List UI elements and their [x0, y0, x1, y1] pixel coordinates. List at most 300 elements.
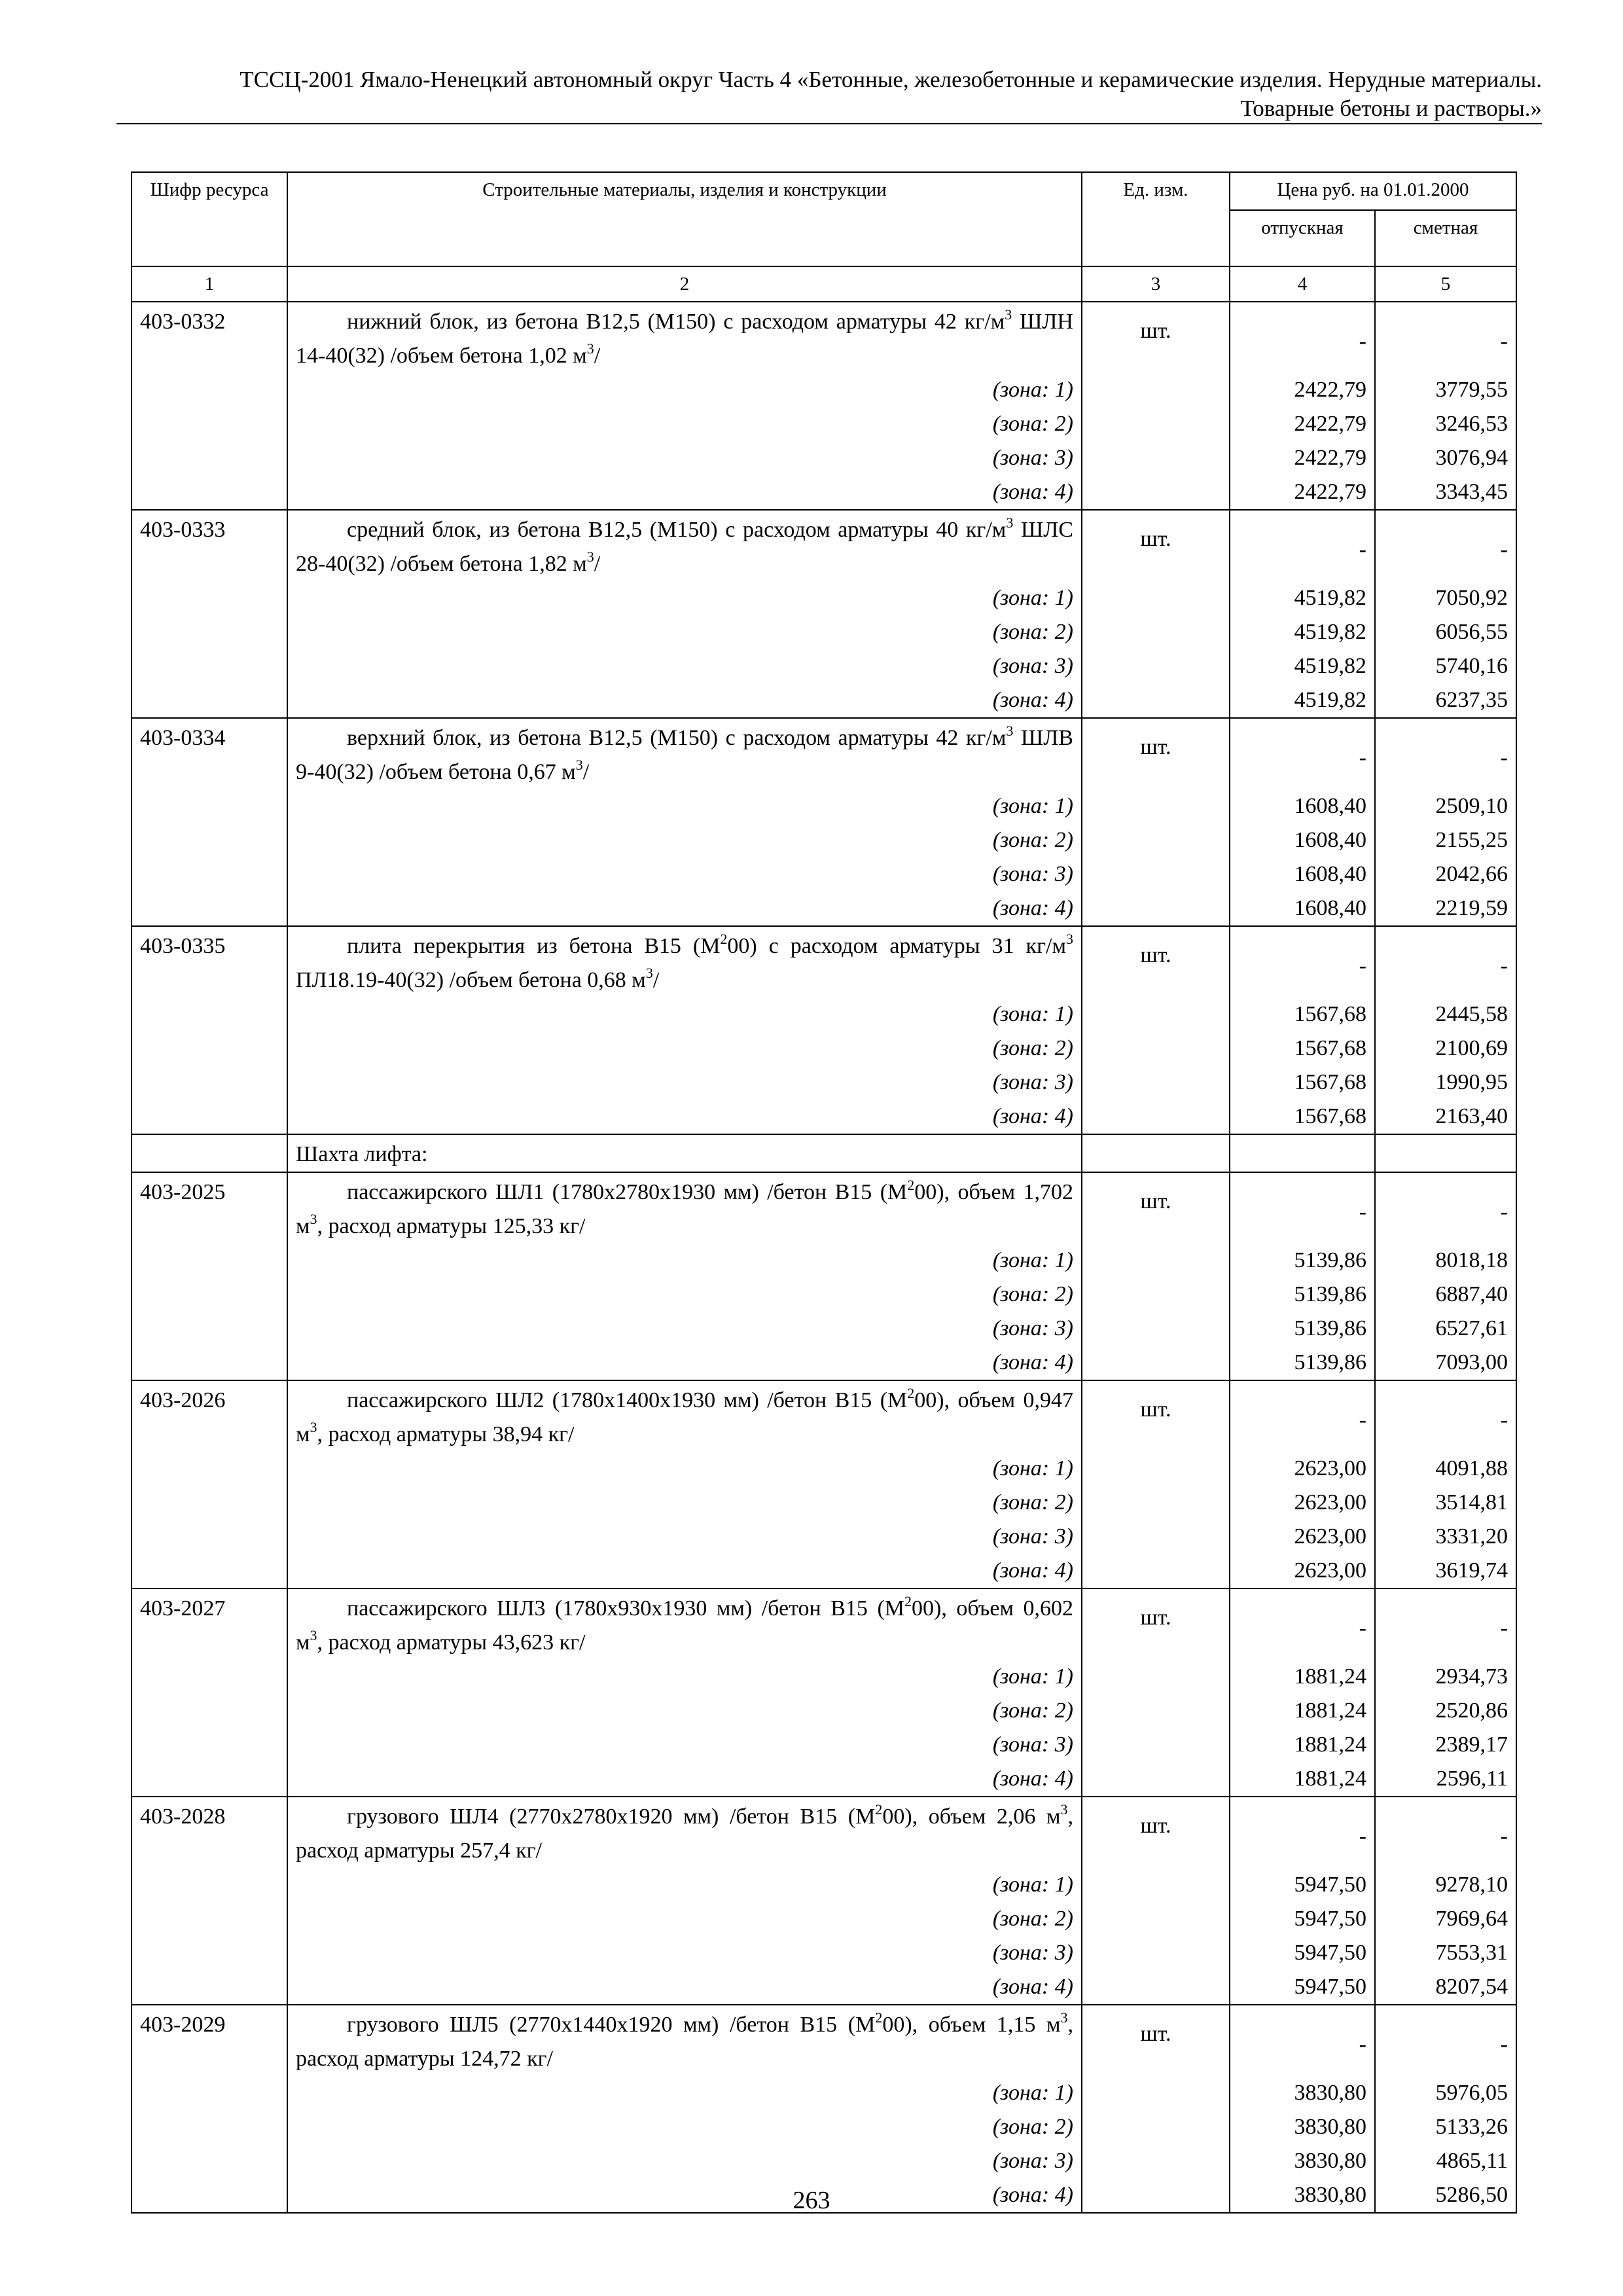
zone-estimate-price: 4091,88 [1375, 1452, 1516, 1486]
code-cell [132, 1936, 287, 1970]
zone-row [132, 891, 1516, 926]
estimate-price: - [1500, 537, 1508, 562]
zone-label: (зона: 4) [287, 1554, 1082, 1588]
code-cell [132, 1660, 287, 1694]
release-price: - [1359, 954, 1366, 978]
zone-release-price: 5139,86 [1230, 1278, 1375, 1312]
description-text: ПЛ18.19-40(32) /объем бетона 0,68 м [296, 968, 646, 992]
unit-cell [1082, 475, 1230, 510]
unit-cell [1082, 2076, 1230, 2110]
resource-code: 403-2027 [132, 1588, 287, 1660]
header-price-group: Цена руб. на 01.01.2000 [1230, 172, 1516, 210]
zone-estimate-price: 2934,73 [1375, 1660, 1516, 1694]
description-text: ШЛН 14-40(32) /объем бетона 1,02 м [296, 310, 1073, 368]
zone-release-price: 3830,80 [1230, 2110, 1375, 2144]
running-header-line-1: ТССЦ-2001 Ямало-Ненецкий автономный округ Часть 4 «Бетонные, железобетонные и керамические изделия. Нерудные материалы. [240, 67, 1542, 92]
zone-row [132, 1100, 1516, 1134]
zone-release-price: 1881,24 [1230, 1762, 1375, 1797]
unit-cell [1082, 891, 1230, 926]
estimate-price: - [1500, 1408, 1508, 1432]
superscript: 2 [875, 2009, 883, 2026]
header-estimate-price: сметная [1375, 210, 1516, 266]
zone-release-price: 1881,24 [1230, 1728, 1375, 1762]
zone-row [132, 823, 1516, 857]
unit-value: шт. [1140, 943, 1171, 967]
zone-label: (зона: 1) [287, 581, 1082, 615]
code-cell [132, 1554, 287, 1588]
zone-label: (зона: 2) [287, 1486, 1082, 1520]
zone-release-price: 1608,40 [1230, 857, 1375, 891]
item-description [287, 302, 1082, 373]
resource-code: 403-2029 [132, 2005, 287, 2076]
zone-release-price: 2623,00 [1230, 1554, 1375, 1588]
zone-label: (зона: 3) [287, 1936, 1082, 1970]
zone-row [132, 1278, 1516, 1312]
description-text: пассажирского ШЛ1 (1780х2780х1930 мм) /бетон В15 (М [347, 1180, 908, 1204]
zone-estimate-price: 6237,35 [1375, 683, 1516, 718]
zone-row [132, 1694, 1516, 1728]
table-row [132, 1797, 1516, 1868]
unit-cell [1082, 1380, 1230, 1452]
superscript: 3 [1006, 723, 1014, 739]
release-price: - [1359, 1408, 1366, 1432]
description-text: грузового ШЛ5 (2770х1440х1920 мм) /бетон В15 (М [347, 2013, 876, 2037]
price-table [131, 171, 1517, 2214]
resource-code: 403-2028 [132, 1797, 287, 1868]
unit-cell [1082, 510, 1230, 581]
zone-label: (зона: 4) [287, 2178, 1082, 2213]
estimate-cell [1375, 718, 1516, 789]
column-number: 4 [1230, 266, 1375, 302]
zone-row [132, 1728, 1516, 1762]
unit-cell [1082, 1452, 1230, 1486]
estimate-price: - [1500, 2032, 1508, 2056]
release-price: - [1359, 2032, 1366, 2056]
description-text: / [594, 552, 601, 576]
description-text: , расход арматуры 257,4 кг/ [296, 1804, 1073, 1863]
release-cell [1230, 302, 1375, 373]
zone-release-price: 5139,86 [1230, 1312, 1375, 1346]
header-release-price: отпускная [1230, 210, 1375, 266]
item-description [287, 1588, 1082, 1660]
zone-row [132, 997, 1516, 1031]
zone-release-price: 1881,24 [1230, 1694, 1375, 1728]
zone-release-price: 5139,86 [1230, 1346, 1375, 1380]
unit-value: шт. [1140, 527, 1171, 551]
zone-row [132, 1452, 1516, 1486]
zone-release-price: 1881,24 [1230, 1660, 1375, 1694]
zone-estimate-price: 2155,25 [1375, 823, 1516, 857]
zone-estimate-price: 3619,74 [1375, 1554, 1516, 1588]
unit-value: шт. [1140, 735, 1171, 759]
zone-label: (зона: 1) [287, 1244, 1082, 1278]
zone-row [132, 1244, 1516, 1278]
unit-cell [1082, 1031, 1230, 1066]
zone-label: (зона: 2) [287, 1278, 1082, 1312]
zone-estimate-price: 3514,81 [1375, 1486, 1516, 1520]
estimate-cell [1375, 1134, 1516, 1172]
zone-estimate-price: 6527,61 [1375, 1312, 1516, 1346]
zone-label: (зона: 1) [287, 1452, 1082, 1486]
section-title: Шахта лифта: [287, 1134, 1082, 1172]
description-text: плита перекрытия из бетона В15 (М [347, 934, 721, 958]
zone-row [132, 857, 1516, 891]
estimate-cell [1375, 926, 1516, 997]
unit-cell [1082, 1970, 1230, 2005]
unit-cell [1082, 2005, 1230, 2076]
zone-estimate-price: 5133,26 [1375, 2110, 1516, 2144]
zone-release-price: 5947,50 [1230, 1936, 1375, 1970]
zone-estimate-price: 3343,45 [1375, 475, 1516, 510]
estimate-price: - [1500, 1616, 1508, 1640]
zone-release-price: 1567,68 [1230, 1031, 1375, 1066]
unit-cell [1082, 1346, 1230, 1380]
table-row [132, 302, 1516, 373]
unit-value: шт. [1140, 1189, 1171, 1213]
zone-release-price: 3830,80 [1230, 2076, 1375, 2110]
code-cell [132, 2144, 287, 2178]
zone-release-price: 1567,68 [1230, 1100, 1375, 1134]
zone-label: (зона: 3) [287, 1312, 1082, 1346]
item-description [287, 718, 1082, 789]
description-text: , расход арматуры 125,33 кг/ [317, 1214, 586, 1238]
table-row [132, 510, 1516, 581]
estimate-cell [1375, 1172, 1516, 1244]
table-row [132, 718, 1516, 789]
zone-row [132, 407, 1516, 441]
code-cell [132, 1066, 287, 1100]
zone-release-price: 2422,79 [1230, 441, 1375, 475]
unit-cell [1082, 1902, 1230, 1936]
code-cell [132, 1486, 287, 1520]
zone-label: (зона: 2) [287, 1694, 1082, 1728]
unit-cell [1082, 857, 1230, 891]
zone-label: (зона: 1) [287, 2076, 1082, 2110]
zone-label: (зона: 2) [287, 2110, 1082, 2144]
unit-cell [1082, 441, 1230, 475]
unit-cell [1082, 997, 1230, 1031]
code-cell [132, 683, 287, 718]
release-cell [1230, 1380, 1375, 1452]
zone-label: (зона: 3) [287, 441, 1082, 475]
zone-estimate-price: 2042,66 [1375, 857, 1516, 891]
zone-release-price: 3830,80 [1230, 2144, 1375, 2178]
zone-row [132, 1902, 1516, 1936]
resource-code: 403-2025 [132, 1172, 287, 1244]
zone-label: (зона: 3) [287, 2144, 1082, 2178]
release-cell [1230, 2005, 1375, 2076]
estimate-cell [1375, 1797, 1516, 1868]
header-code: Шифр ресурса [132, 172, 287, 266]
unit-cell [1082, 2110, 1230, 2144]
unit-value: шт. [1140, 319, 1171, 343]
zone-row [132, 1486, 1516, 1520]
item-description [287, 1172, 1082, 1244]
code-cell [132, 789, 287, 823]
zone-row [132, 1031, 1516, 1066]
unit-cell [1082, 1660, 1230, 1694]
zone-release-price: 4519,82 [1230, 581, 1375, 615]
release-cell [1230, 926, 1375, 997]
zone-release-price: 2422,79 [1230, 475, 1375, 510]
zone-estimate-price: 9278,10 [1375, 1868, 1516, 1902]
zone-estimate-price: 7553,31 [1375, 1936, 1516, 1970]
description-text: ШЛВ 9-40(32) /объем бетона 0,67 м [296, 726, 1073, 784]
zone-row [132, 373, 1516, 407]
zone-release-price: 4519,82 [1230, 649, 1375, 683]
superscript: 2 [904, 1593, 912, 1609]
zone-row [132, 1936, 1516, 1970]
release-price: - [1359, 537, 1366, 562]
unit-cell [1082, 615, 1230, 649]
zone-label: (зона: 4) [287, 1346, 1082, 1380]
zone-label: (зона: 2) [287, 615, 1082, 649]
code-cell [132, 1694, 287, 1728]
resource-code: 403-0334 [132, 718, 287, 789]
column-number: 1 [132, 266, 287, 302]
code-cell [132, 615, 287, 649]
zone-estimate-price: 2445,58 [1375, 997, 1516, 1031]
unit-value: шт. [1140, 1397, 1171, 1422]
zone-release-price: 2623,00 [1230, 1520, 1375, 1554]
zone-row [132, 2110, 1516, 2144]
code-cell [132, 857, 287, 891]
unit-cell [1082, 1244, 1230, 1278]
code-cell [132, 2110, 287, 2144]
zone-release-price: 3830,80 [1230, 2178, 1375, 2213]
zone-estimate-price: 1990,95 [1375, 1066, 1516, 1100]
zone-estimate-price: 2100,69 [1375, 1031, 1516, 1066]
zone-label: (зона: 1) [287, 1868, 1082, 1902]
zone-label: (зона: 4) [287, 683, 1082, 718]
zone-release-price: 2422,79 [1230, 407, 1375, 441]
estimate-price: - [1500, 954, 1508, 978]
zone-estimate-price: 4865,11 [1375, 2144, 1516, 2178]
superscript: 3 [586, 548, 594, 565]
zone-label: (зона: 3) [287, 1520, 1082, 1554]
zone-row [132, 475, 1516, 510]
description-text: 00), объем 1,702 м [296, 1180, 1073, 1238]
zone-estimate-price: 2596,11 [1375, 1762, 1516, 1797]
superscript: 3 [586, 340, 594, 357]
superscript: 3 [310, 1419, 317, 1435]
zone-label: (зона: 4) [287, 1970, 1082, 2005]
unit-cell [1082, 1486, 1230, 1520]
zone-estimate-price: 2520,86 [1375, 1694, 1516, 1728]
unit-cell [1082, 1936, 1230, 1970]
code-cell [132, 475, 287, 510]
superscript: 2 [907, 1385, 915, 1401]
zone-release-price: 4519,82 [1230, 615, 1375, 649]
zone-release-price: 1567,68 [1230, 997, 1375, 1031]
unit-cell [1082, 1066, 1230, 1100]
header-unit: Ед. изм. [1082, 172, 1230, 266]
zone-estimate-price: 7050,92 [1375, 581, 1516, 615]
item-description [287, 1380, 1082, 1452]
code-cell [132, 373, 287, 407]
estimate-cell [1375, 510, 1516, 581]
code-cell [132, 1728, 287, 1762]
section-row [132, 1134, 1516, 1172]
unit-cell [1082, 2144, 1230, 2178]
zone-estimate-price: 3331,20 [1375, 1520, 1516, 1554]
description-text: , расход арматуры 124,72 кг/ [296, 2013, 1073, 2071]
zone-estimate-price: 7093,00 [1375, 1346, 1516, 1380]
zone-label: (зона: 2) [287, 1902, 1082, 1936]
estimate-cell [1375, 302, 1516, 373]
estimate-price: - [1500, 1200, 1508, 1224]
code-cell [132, 2076, 287, 2110]
description-text: 00), объем 0,602 м [296, 1596, 1073, 1655]
zone-label: (зона: 4) [287, 1100, 1082, 1134]
unit-cell [1082, 1588, 1230, 1660]
zone-estimate-price: 2219,59 [1375, 891, 1516, 926]
release-cell [1230, 1134, 1375, 1172]
zone-row [132, 683, 1516, 718]
release-cell [1230, 1172, 1375, 1244]
unit-cell [1082, 1172, 1230, 1244]
unit-cell [1082, 1554, 1230, 1588]
code-cell [132, 649, 287, 683]
unit-value: шт. [1140, 2022, 1171, 2046]
zone-label: (зона: 4) [287, 1762, 1082, 1797]
zone-label: (зона: 1) [287, 997, 1082, 1031]
description-text: грузового ШЛ4 (2770х2780х1920 мм) /бетон В15 (М [347, 1804, 876, 1829]
item-description [287, 2005, 1082, 2076]
running-header [116, 65, 1542, 123]
code-cell [132, 1452, 287, 1486]
resource-code: 403-0332 [132, 302, 287, 373]
zone-row [132, 1520, 1516, 1554]
zone-release-price: 2623,00 [1230, 1452, 1375, 1486]
zone-row [132, 1868, 1516, 1902]
unit-cell [1082, 1100, 1230, 1134]
description-text: / [582, 760, 590, 784]
estimate-cell [1375, 1588, 1516, 1660]
zone-row [132, 615, 1516, 649]
superscript: 3 [1006, 514, 1014, 531]
superscript: 3 [575, 757, 583, 773]
description-text: пассажирского ШЛ2 (1780х1400х1930 мм) /бетон В15 (М [347, 1388, 908, 1412]
superscript: 2 [875, 1801, 883, 1818]
superscript: 2 [720, 931, 728, 947]
unit-cell [1082, 718, 1230, 789]
unit-cell [1082, 373, 1230, 407]
release-price: - [1359, 745, 1366, 770]
superscript: 3 [645, 965, 653, 981]
code-cell [132, 823, 287, 857]
unit-cell [1082, 1134, 1230, 1172]
zone-row [132, 1346, 1516, 1380]
estimate-cell [1375, 1380, 1516, 1452]
zone-release-price: 5947,50 [1230, 1970, 1375, 2005]
zone-row [132, 1554, 1516, 1588]
code-cell [132, 441, 287, 475]
code-cell [132, 997, 287, 1031]
zone-release-price: 5139,86 [1230, 1244, 1375, 1278]
code-cell [132, 1868, 287, 1902]
superscript: 3 [1060, 2009, 1068, 2026]
zone-release-price: 1608,40 [1230, 891, 1375, 926]
description-text: 00) с расходом арматуры 31 кг/м [727, 934, 1066, 958]
table-row [132, 1380, 1516, 1452]
superscript: 3 [1005, 306, 1012, 323]
zone-row [132, 1970, 1516, 2005]
header-name: Строительные материалы, изделия и конструкции [287, 172, 1082, 266]
zone-row [132, 1066, 1516, 1100]
column-number: 2 [287, 266, 1082, 302]
unit-cell [1082, 1868, 1230, 1902]
release-price: - [1359, 1616, 1366, 1640]
zone-label: (зона: 2) [287, 823, 1082, 857]
unit-cell [1082, 581, 1230, 615]
unit-cell [1082, 1520, 1230, 1554]
code-cell [132, 1278, 287, 1312]
estimate-price: - [1500, 1824, 1508, 1848]
description-text: 00), объем 0,947 м [296, 1388, 1073, 1446]
zone-estimate-price: 7969,64 [1375, 1902, 1516, 1936]
table-row [132, 926, 1516, 997]
description-text: 00), объем 1,15 м [882, 2013, 1061, 2037]
release-cell [1230, 510, 1375, 581]
zone-estimate-price: 8018,18 [1375, 1244, 1516, 1278]
zone-label: (зона: 1) [287, 789, 1082, 823]
zone-release-price: 1608,40 [1230, 823, 1375, 857]
zone-release-price: 4519,82 [1230, 683, 1375, 718]
code-cell [132, 1244, 287, 1278]
zone-release-price: 1608,40 [1230, 789, 1375, 823]
superscript: 3 [1065, 931, 1073, 947]
column-number: 5 [1375, 266, 1516, 302]
zone-label: (зона: 3) [287, 649, 1082, 683]
resource-code: 403-0333 [132, 510, 287, 581]
description-text: , расход арматуры 38,94 кг/ [317, 1422, 575, 1446]
description-text: пассажирского ШЛ3 (1780х930х1930 мм) /бетон В15 (М [347, 1596, 904, 1621]
zone-row [132, 1660, 1516, 1694]
description-text: / [594, 344, 601, 368]
superscript: 3 [1060, 1801, 1068, 1818]
zone-estimate-price: 6887,40 [1375, 1278, 1516, 1312]
zone-row [132, 581, 1516, 615]
estimate-cell [1375, 2005, 1516, 2076]
description-text: 00), объем 2,06 м [882, 1804, 1061, 1829]
description-text: , расход арматуры 43,623 кг/ [317, 1630, 586, 1655]
zone-estimate-price: 5286,50 [1375, 2178, 1516, 2213]
unit-value: шт. [1140, 1814, 1171, 1838]
unit-cell [1082, 789, 1230, 823]
zone-release-price: 2422,79 [1230, 373, 1375, 407]
item-description [287, 1797, 1082, 1868]
zone-row [132, 1762, 1516, 1797]
page-number: 263 [793, 2187, 830, 2214]
zone-estimate-price: 8207,54 [1375, 1970, 1516, 2005]
resource-code: 403-2026 [132, 1380, 287, 1452]
zone-label: (зона: 1) [287, 1660, 1082, 1694]
zone-estimate-price: 2389,17 [1375, 1728, 1516, 1762]
table-row [132, 1588, 1516, 1660]
item-description [287, 510, 1082, 581]
release-cell [1230, 1588, 1375, 1660]
zone-release-price: 5947,50 [1230, 1902, 1375, 1936]
zone-row [132, 2076, 1516, 2110]
unit-cell [1082, 1728, 1230, 1762]
superscript: 3 [310, 1627, 317, 1643]
unit-cell [1082, 1312, 1230, 1346]
zone-estimate-price: 3076,94 [1375, 441, 1516, 475]
zone-release-price: 2623,00 [1230, 1486, 1375, 1520]
unit-cell [1082, 302, 1230, 373]
description-text: нижний блок, из бетона В12,5 (М150) с расходом арматуры 42 кг/м [347, 310, 1005, 334]
